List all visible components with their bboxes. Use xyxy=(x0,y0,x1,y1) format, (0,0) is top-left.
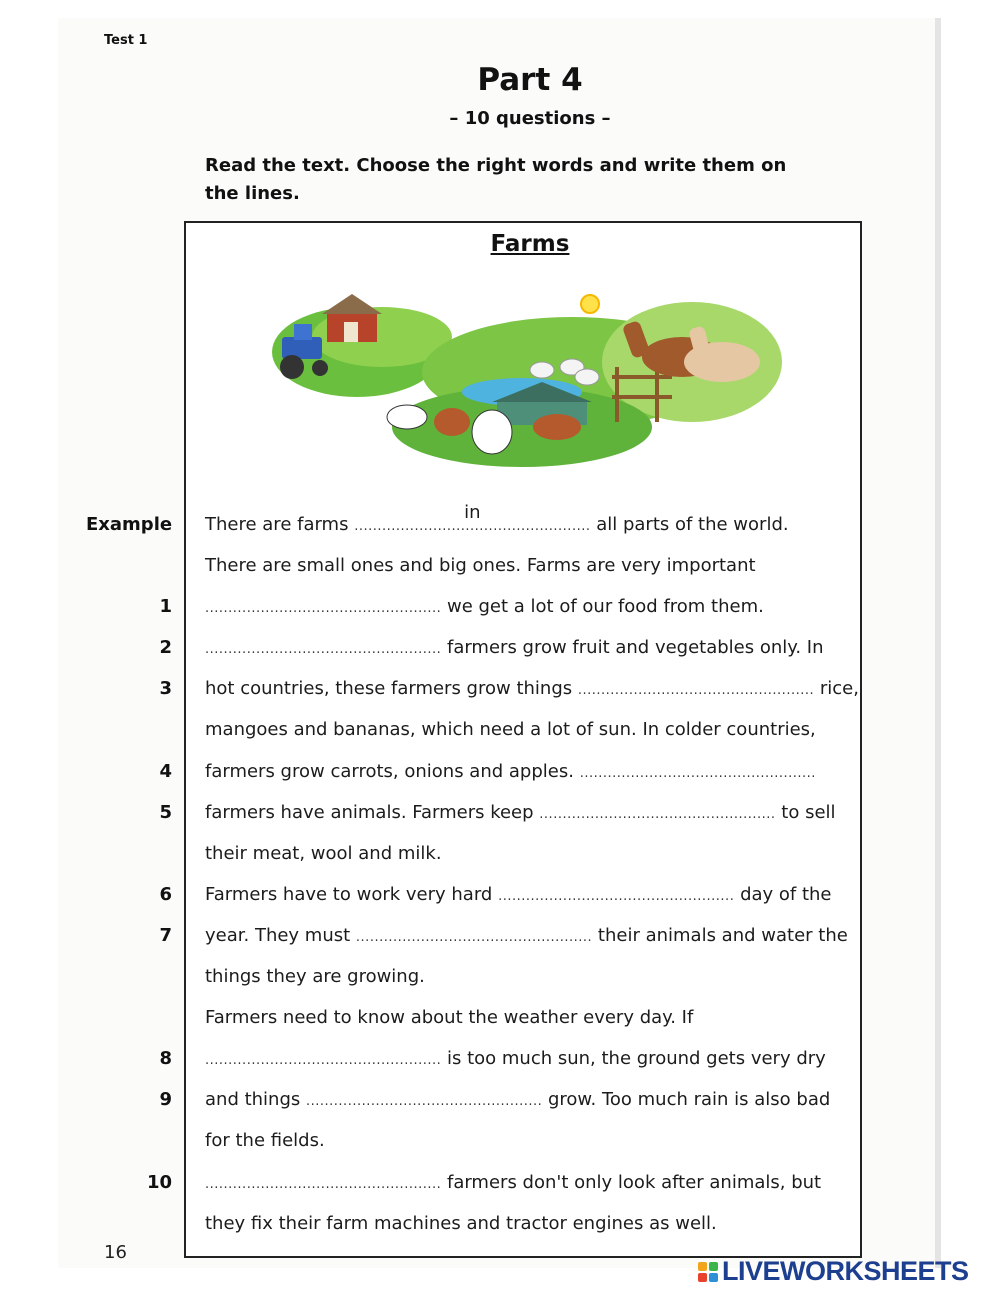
text-line xyxy=(205,1130,325,1151)
text-line xyxy=(205,1048,826,1069)
gap-dots: ................................................... xyxy=(205,601,442,616)
gap-dots: ................................................... xyxy=(579,766,816,781)
line-text: rice, xyxy=(819,678,859,699)
gap-dots: ................................................... xyxy=(498,889,735,904)
page-edge xyxy=(935,18,941,1268)
answer-gap[interactable] xyxy=(205,1172,441,1193)
line-text: and things xyxy=(205,1089,301,1110)
line-text: farmers have animals. Farmers keep xyxy=(205,802,534,823)
example-line xyxy=(205,502,789,535)
line-text: farmers grow carrots, onions and apples. xyxy=(205,761,574,782)
text-line xyxy=(205,925,848,946)
line-text: hot countries, these farmers grow things xyxy=(205,678,573,699)
text-line xyxy=(205,884,832,905)
gap-dots: ................................................... xyxy=(539,807,776,822)
text-line xyxy=(205,596,764,617)
line-text: Farmers have to work very hard xyxy=(205,884,493,905)
part-title: Part 4 xyxy=(477,62,583,98)
line-text: their meat, wool and milk. xyxy=(205,843,442,864)
logo-mark-icon xyxy=(698,1262,718,1282)
text-line xyxy=(205,678,859,699)
question-number: 5 xyxy=(159,802,172,823)
line-text: day of the xyxy=(740,884,832,905)
line-text: we get a lot of our food from them. xyxy=(446,596,764,617)
gap-dots: ................................................... xyxy=(355,930,593,945)
text-line xyxy=(205,966,425,987)
line-text: There are small ones and big ones. Farms are very important xyxy=(205,555,756,576)
text-line xyxy=(205,843,442,864)
answer-gap[interactable] xyxy=(498,884,734,905)
gap-dots: ................................................... xyxy=(205,1177,442,1192)
line-text: their animals and water the xyxy=(597,925,848,946)
line-text: is too much sun, the ground gets very dry xyxy=(446,1048,826,1069)
question-number: 7 xyxy=(159,925,172,946)
answer-gap[interactable] xyxy=(356,925,592,946)
question-number: 4 xyxy=(159,761,172,782)
example-after: all parts of the world. xyxy=(596,514,789,535)
logo-square xyxy=(709,1273,718,1282)
farm-illustration xyxy=(272,282,782,472)
gap-dots: ................................................... xyxy=(577,683,815,698)
part-subtitle: – 10 questions – xyxy=(449,108,611,129)
line-text: farmers grow fruit and vegetables only. In xyxy=(446,637,824,658)
logo-square xyxy=(698,1262,707,1271)
text-line xyxy=(205,761,816,782)
answer-gap[interactable] xyxy=(580,761,816,782)
text-line xyxy=(205,1089,830,1110)
box-title: Farms xyxy=(490,231,570,257)
example-before: There are farms xyxy=(205,514,349,535)
page-number: 16 xyxy=(104,1242,127,1263)
question-number: 8 xyxy=(159,1048,172,1069)
example-answer: in xyxy=(464,502,481,523)
logo-square xyxy=(709,1262,718,1271)
line-text: mangoes and bananas, which need a lot of sun. In colder countries, xyxy=(205,719,816,740)
line-text: to sell xyxy=(781,802,836,823)
answer-gap[interactable] xyxy=(205,637,441,658)
instructions: Read the text. Choose the right words and write them on the lines. xyxy=(205,155,787,204)
question-number: 9 xyxy=(159,1089,172,1110)
text-line xyxy=(205,1213,717,1234)
line-text: for the fields. xyxy=(205,1130,325,1151)
answer-gap[interactable] xyxy=(578,678,814,699)
text-line xyxy=(205,1007,693,1028)
gap-dots: ................................................... xyxy=(354,519,591,534)
example-label: Example xyxy=(86,514,173,535)
answer-gap[interactable] xyxy=(539,802,775,823)
question-number: 10 xyxy=(146,1172,172,1193)
logo-square xyxy=(698,1273,707,1282)
answer-gap[interactable] xyxy=(306,1089,542,1110)
question-number: 2 xyxy=(159,637,172,658)
line-text: they fix their farm machines and tractor engines as well. xyxy=(205,1213,717,1234)
logo-text: LIVEWORKSHEETS xyxy=(722,1256,969,1286)
line-text: year. They must xyxy=(205,925,351,946)
line-text: farmers don't only look after animals, but xyxy=(446,1172,822,1193)
text-line xyxy=(205,719,816,740)
example-gap xyxy=(354,502,591,535)
running-head: Test 1 xyxy=(104,33,148,48)
text-line xyxy=(205,802,836,823)
text-line xyxy=(205,555,756,576)
liveworksheets-logo xyxy=(698,1256,969,1287)
question-number: 6 xyxy=(159,884,172,905)
question-number: 3 xyxy=(159,678,172,699)
text-line xyxy=(205,637,824,658)
gap-dots: ................................................... xyxy=(205,1053,442,1068)
line-text: things they are growing. xyxy=(205,966,425,987)
question-number: 1 xyxy=(159,596,172,617)
text-line xyxy=(205,1172,821,1193)
gap-dots: ................................................... xyxy=(205,642,442,657)
gap-dots: ................................................... xyxy=(306,1094,543,1109)
line-text: grow. Too much rain is also bad xyxy=(547,1089,831,1110)
answer-gap[interactable] xyxy=(205,1048,441,1069)
line-text: Farmers need to know about the weather every day. If xyxy=(205,1007,694,1028)
answer-gap[interactable] xyxy=(205,596,441,617)
